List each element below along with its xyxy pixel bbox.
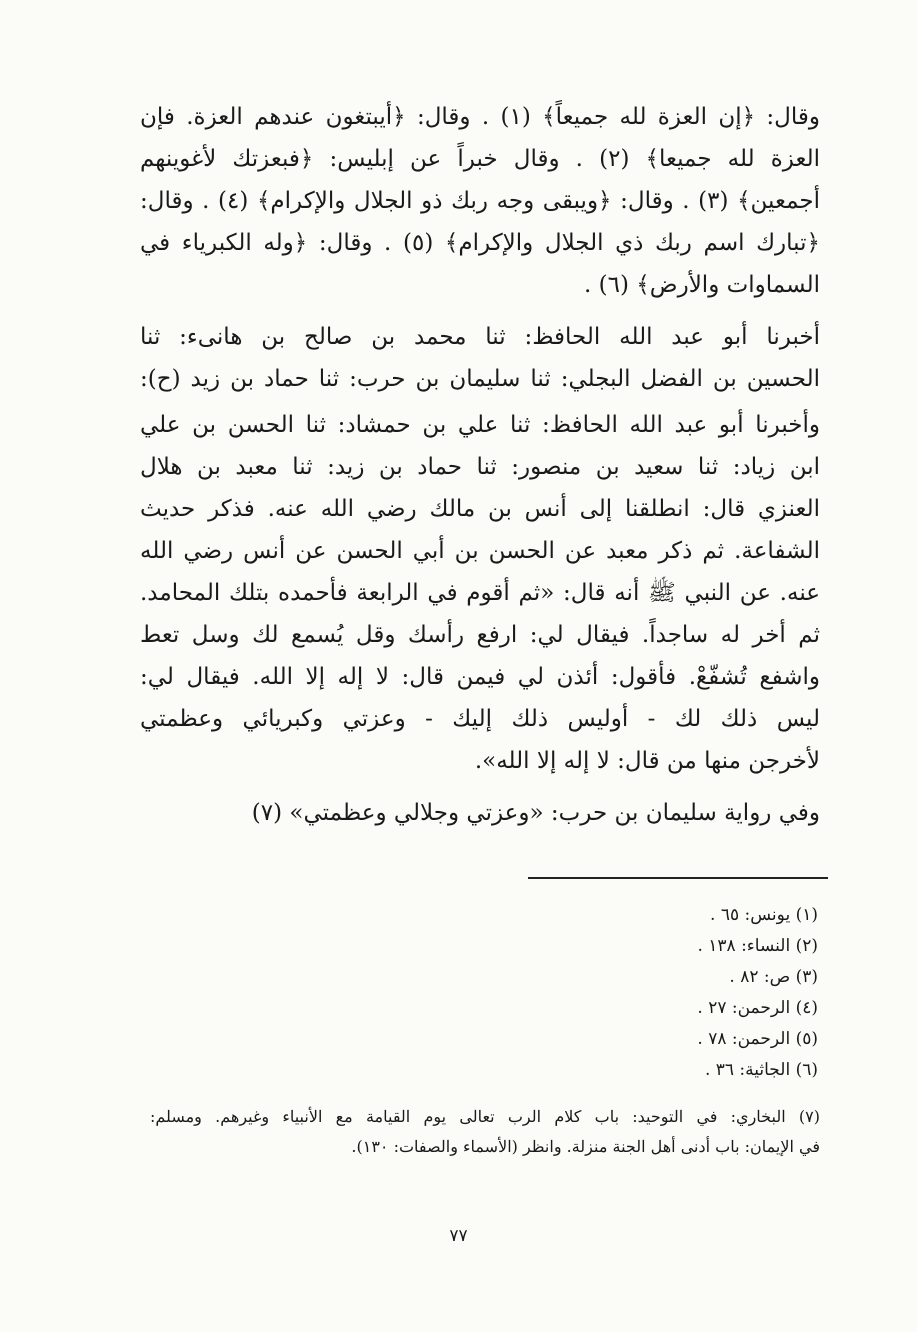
text-line: عنه. عن النبي ﷺ أنه قال: «ثم أقوم في الرابعة فأحمده بتلك المحامد. bbox=[140, 580, 820, 606]
paragraph-isnad-1 bbox=[140, 316, 820, 400]
text-line: ابن زياد: ثنا سعيد بن منصور: ثنا حماد بن زيد: ثنا معبد بن هلال bbox=[140, 454, 820, 480]
paragraph-riwaya bbox=[140, 792, 820, 834]
text-line: ليس ذلك لك - أوليس ذلك إليك - وعزتي وكبريائي وعظمتي bbox=[140, 706, 820, 732]
footnote-item: (٥) الرحمن: ٧٨ . bbox=[697, 1029, 818, 1049]
text-line: ﴿تبارك اسم ربك ذي الجلال والإكرام﴾ (٥) . وقال: ﴿وله الكبرياء في bbox=[140, 230, 820, 256]
footnote-item: (٢) النساء: ١٣٨ . bbox=[697, 936, 818, 956]
text-line: أجمعين﴾ (٣) . وقال: ﴿ويبقى وجه ربك ذو الجلال والإكرام﴾ (٤) . وقال: bbox=[140, 188, 820, 214]
text-line: في الإيمان: باب أدنى أهل الجنة منزلة. وانظر (الأسماء والصفات: ١٣٠). bbox=[351, 1137, 820, 1156]
footnote-7 bbox=[150, 1102, 820, 1162]
footnote-item: (٣) ص: ٨٢ . bbox=[729, 967, 818, 987]
paragraph-hadith bbox=[140, 404, 820, 782]
text-line: الحسين بن الفضل البجلي: ثنا سليمان بن حرب: ثنا حماد بن زيد (ح): bbox=[140, 366, 820, 392]
footnote-item: (١) يونس: ٦٥ . bbox=[710, 905, 818, 925]
footnote-item: (٤) الرحمن: ٢٧ . bbox=[697, 998, 818, 1018]
footnote-divider bbox=[528, 877, 828, 879]
text-line: أخبرنا أبو عبد الله الحافظ: ثنا محمد بن صالح بن هانىء: ثنا bbox=[140, 324, 820, 350]
text-line: وفي رواية سليمان بن حرب: «وعزتي وجلالي وعظمتي» (٧) bbox=[251, 800, 820, 826]
text-line: وأخبرنا أبو عبد الله الحافظ: ثنا علي بن حمشاد: ثنا الحسن بن علي bbox=[140, 412, 820, 438]
text-line: (٧) البخاري: في التوحيد: باب كلام الرب تعالى يوم القيامة مع الأنبياء وغيرهم. ومسلم: bbox=[150, 1107, 820, 1126]
text-line: السماوات والأرض﴾ (٦) . bbox=[584, 272, 820, 298]
page-number: ٧٧ bbox=[449, 1226, 468, 1246]
text-line: واشفع تُشفّعْ. فأقول: أئذن لي فيمن قال: لا إله إلا الله. فيقال لي: bbox=[140, 664, 820, 690]
footnote-item: (٦) الجاثية: ٣٦ . bbox=[704, 1060, 818, 1080]
footnotes-list bbox=[150, 900, 818, 1086]
text-line: لأخرجن منها من قال: لا إله إلا الله». bbox=[474, 748, 820, 774]
text-line: وقال: ﴿إن العزة لله جميعاً﴾ (١) . وقال: ﴿أيبتغون عندهم العزة. فإن bbox=[140, 104, 820, 130]
text-line: العزة لله جميعا﴾ (٢) . وقال خبراً عن إبليس: ﴿فبعزتك لأغوينهم bbox=[140, 146, 820, 172]
text-line: الشفاعة. ثم ذكر معبد عن الحسن بن أبي الحسن عن أنس رضي الله bbox=[140, 538, 820, 564]
text-line: ثم أخر له ساجداً. فيقال لي: ارفع رأسك وقل يُسمع لك وسل تعط bbox=[140, 622, 820, 648]
text-line: العنزي قال: انطلقنا إلى أنس بن مالك رضي الله عنه. فذكر حديث bbox=[140, 496, 820, 522]
paragraph-quran-quotes bbox=[140, 96, 820, 306]
